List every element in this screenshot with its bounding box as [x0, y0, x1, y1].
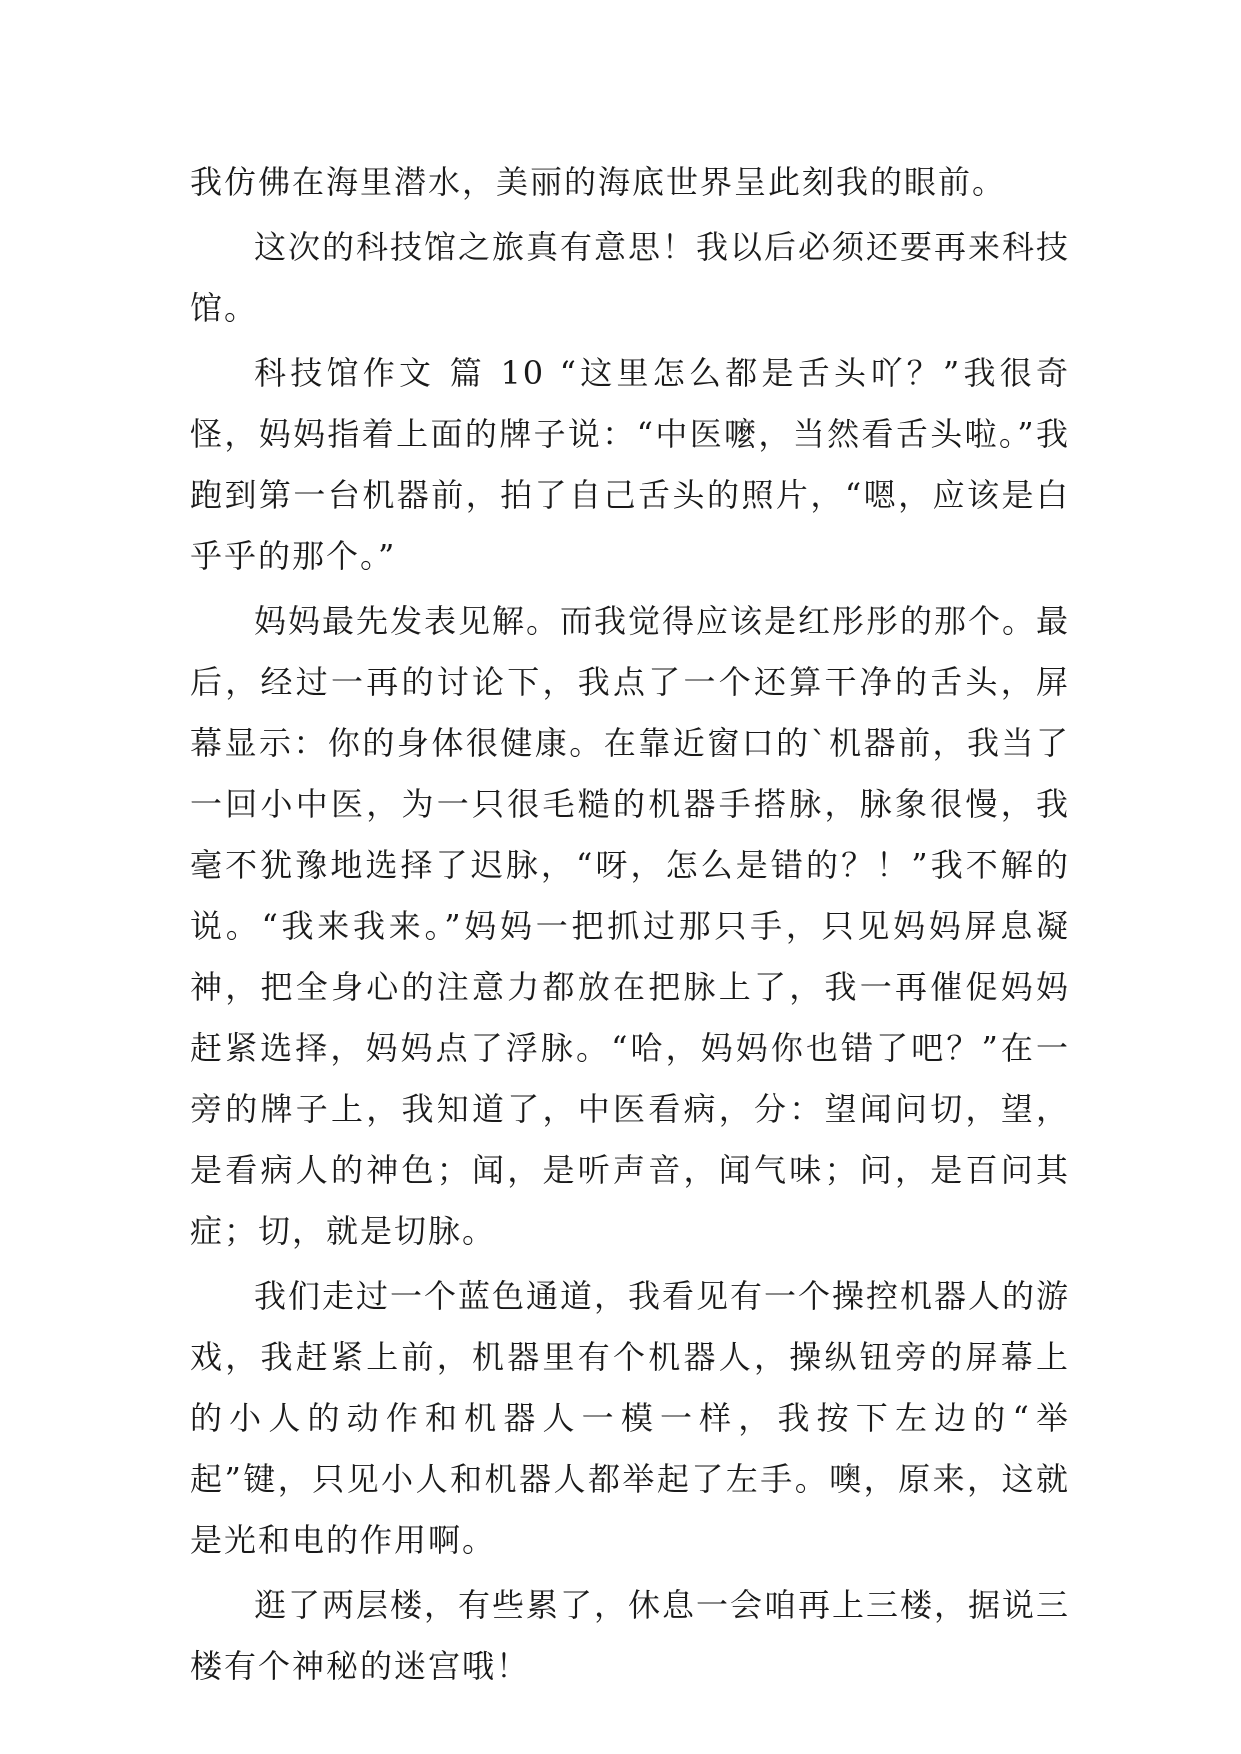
document-body	[190, 152, 1070, 1701]
paragraph: 我们走过一个蓝色通道，我看见有一个操控机器人的游戏，我赶紧上前，机器里有个机器人，操纵钮旁的屏幕上的小人的动作和机器人一模一样，我按下左边的“举起”键，只见小人和机器人都举起了左手。噢，原来，这就是光和电的作用啊。	[190, 1277, 1071, 1559]
paragraph: 这次的科技馆之旅真有意思！我以后必须还要再来科技馆。	[190, 228, 1071, 327]
paragraph: 妈妈最先发表见解。而我觉得应该是红彤彤的那个。最后，经过一再的讨论下，我点了一个还算干净的舌头，屏幕显示：你的身体很健康。在靠近窗口的`机器前，我当了一回小中医，为一只很毛糙的机器手搭脉，脉象很慢，我毫不犹豫地选择了迟脉，“呀，怎么是错的？！”我不解的说。“我来我来。”妈妈一把抓过那只手，只见妈妈屏息凝神，把全身心的注意力都放在把脉上了，我一再催促妈妈赶紧选择，妈妈点了浮脉。“哈，妈妈你也错了吧？”在一旁的牌子上，我知道了，中医看病，分：望闻问切，望，是看病人的神色；闻，是听声音，闻气味；问，是百问其症；切，就是切脉。	[190, 602, 1071, 1250]
paragraph: 我仿佛在海里潜水，美丽的海底世界呈此刻我的眼前。	[190, 163, 1007, 201]
paragraph: 科技馆作文 篇 10 “这里怎么都是舌头吖？”我很奇怪，妈妈指着上面的牌子说：“中医嚒，当然看舌头啦。”我跑到第一台机器前，拍了自己舌头的照片，“嗯，应该是白乎乎的那个。”	[190, 354, 1070, 575]
paragraph: 逛了两层楼，有些累了，休息一会咱再上三楼，据说三楼有个神秘的迷宫哦！	[190, 1586, 1071, 1685]
